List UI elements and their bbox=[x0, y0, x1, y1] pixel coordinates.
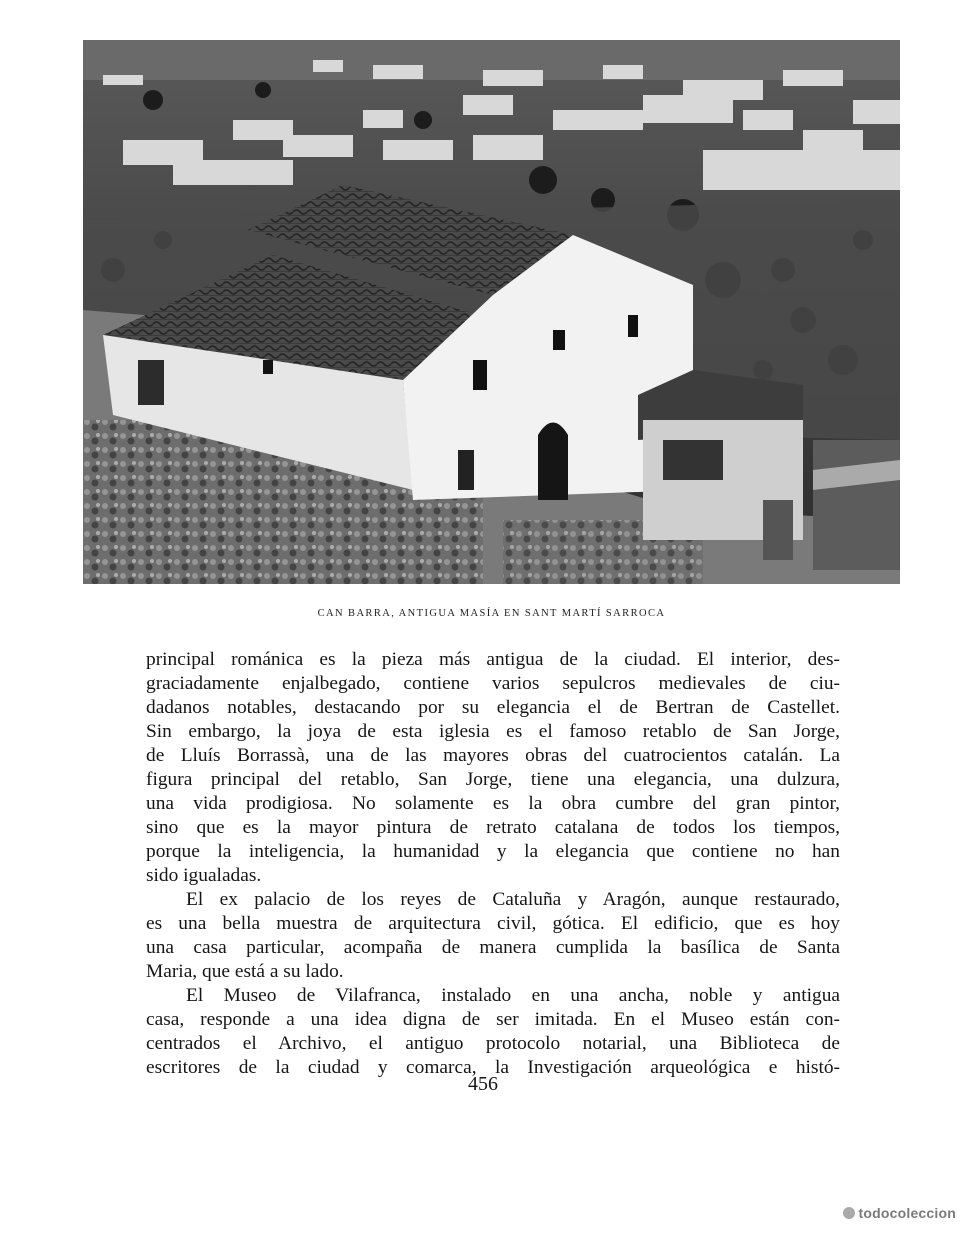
text-line: dadanos notables, destacando por su elegancia el de Bertran de Castellet. bbox=[146, 697, 840, 718]
text-line: una vida prodigiosa. No solamente es la obra cumbre del gran pintor, bbox=[146, 793, 840, 814]
text-line: sino que es la mayor pintura de retrato catalana de todos los tiempos, bbox=[146, 817, 840, 838]
text-line: Maria, que está a su lado. bbox=[146, 961, 344, 982]
text-line: sido igualadas. bbox=[146, 865, 262, 886]
watermark bbox=[843, 1205, 957, 1221]
text-line: Sin embargo, la joya de esta iglesia es el famoso retablo de San Jorge, bbox=[146, 721, 840, 742]
text-line: El ex palacio de los reyes de Cataluña y Aragón, aunque restaurado, bbox=[186, 889, 840, 910]
text-line: principal románica es la pieza más antigua de la ciudad. El interior, des- bbox=[146, 649, 840, 670]
text-line: es una bella muestra de arquitectura civil, gótica. El edificio, que es hoy bbox=[146, 913, 840, 934]
page-number: 456 bbox=[468, 1073, 498, 1095]
text-line: El Museo de Vilafranca, instalado en una ancha, noble y antigua bbox=[186, 985, 840, 1006]
photograph-icon bbox=[83, 40, 900, 584]
farmhouse-photo bbox=[83, 40, 900, 584]
text-line: escritores de la ciudad y comarca, la Investigación arqueológica e histó- bbox=[146, 1057, 840, 1078]
text-line: porque la inteligencia, la humanidad y la elegancia que contiene no han bbox=[146, 841, 840, 862]
text-line: una casa particular, acompaña de manera cumplida la basílica de Santa bbox=[146, 937, 840, 958]
paragraph-2 bbox=[146, 888, 840, 984]
paragraph-3 bbox=[146, 984, 840, 1080]
text-line: graciadamente enjalbegado, contiene varios sepulcros medievales de ciu- bbox=[146, 673, 840, 694]
text-line: de Lluís Borrassà, una de las mayores obras del cuatrocientos catalán. La bbox=[146, 745, 840, 766]
text-line: centrados el Archivo, el antiguo protocolo notarial, una Biblioteca de bbox=[146, 1033, 840, 1054]
watermark-logo-icon bbox=[843, 1207, 855, 1219]
photo-caption: CAN BARRA, ANTIGUA MASÍA EN SANT MARTÍ SARROCA bbox=[317, 608, 666, 619]
text-line: figura principal del retablo, San Jorge, tiene una elegancia, una dulzura, bbox=[146, 769, 840, 790]
paragraph-1 bbox=[146, 648, 840, 888]
article-body bbox=[146, 648, 840, 1080]
watermark-text: todocoleccion bbox=[858, 1205, 956, 1221]
text-line: casa, responde a una idea digna de ser imitada. En el Museo están con- bbox=[146, 1009, 840, 1030]
